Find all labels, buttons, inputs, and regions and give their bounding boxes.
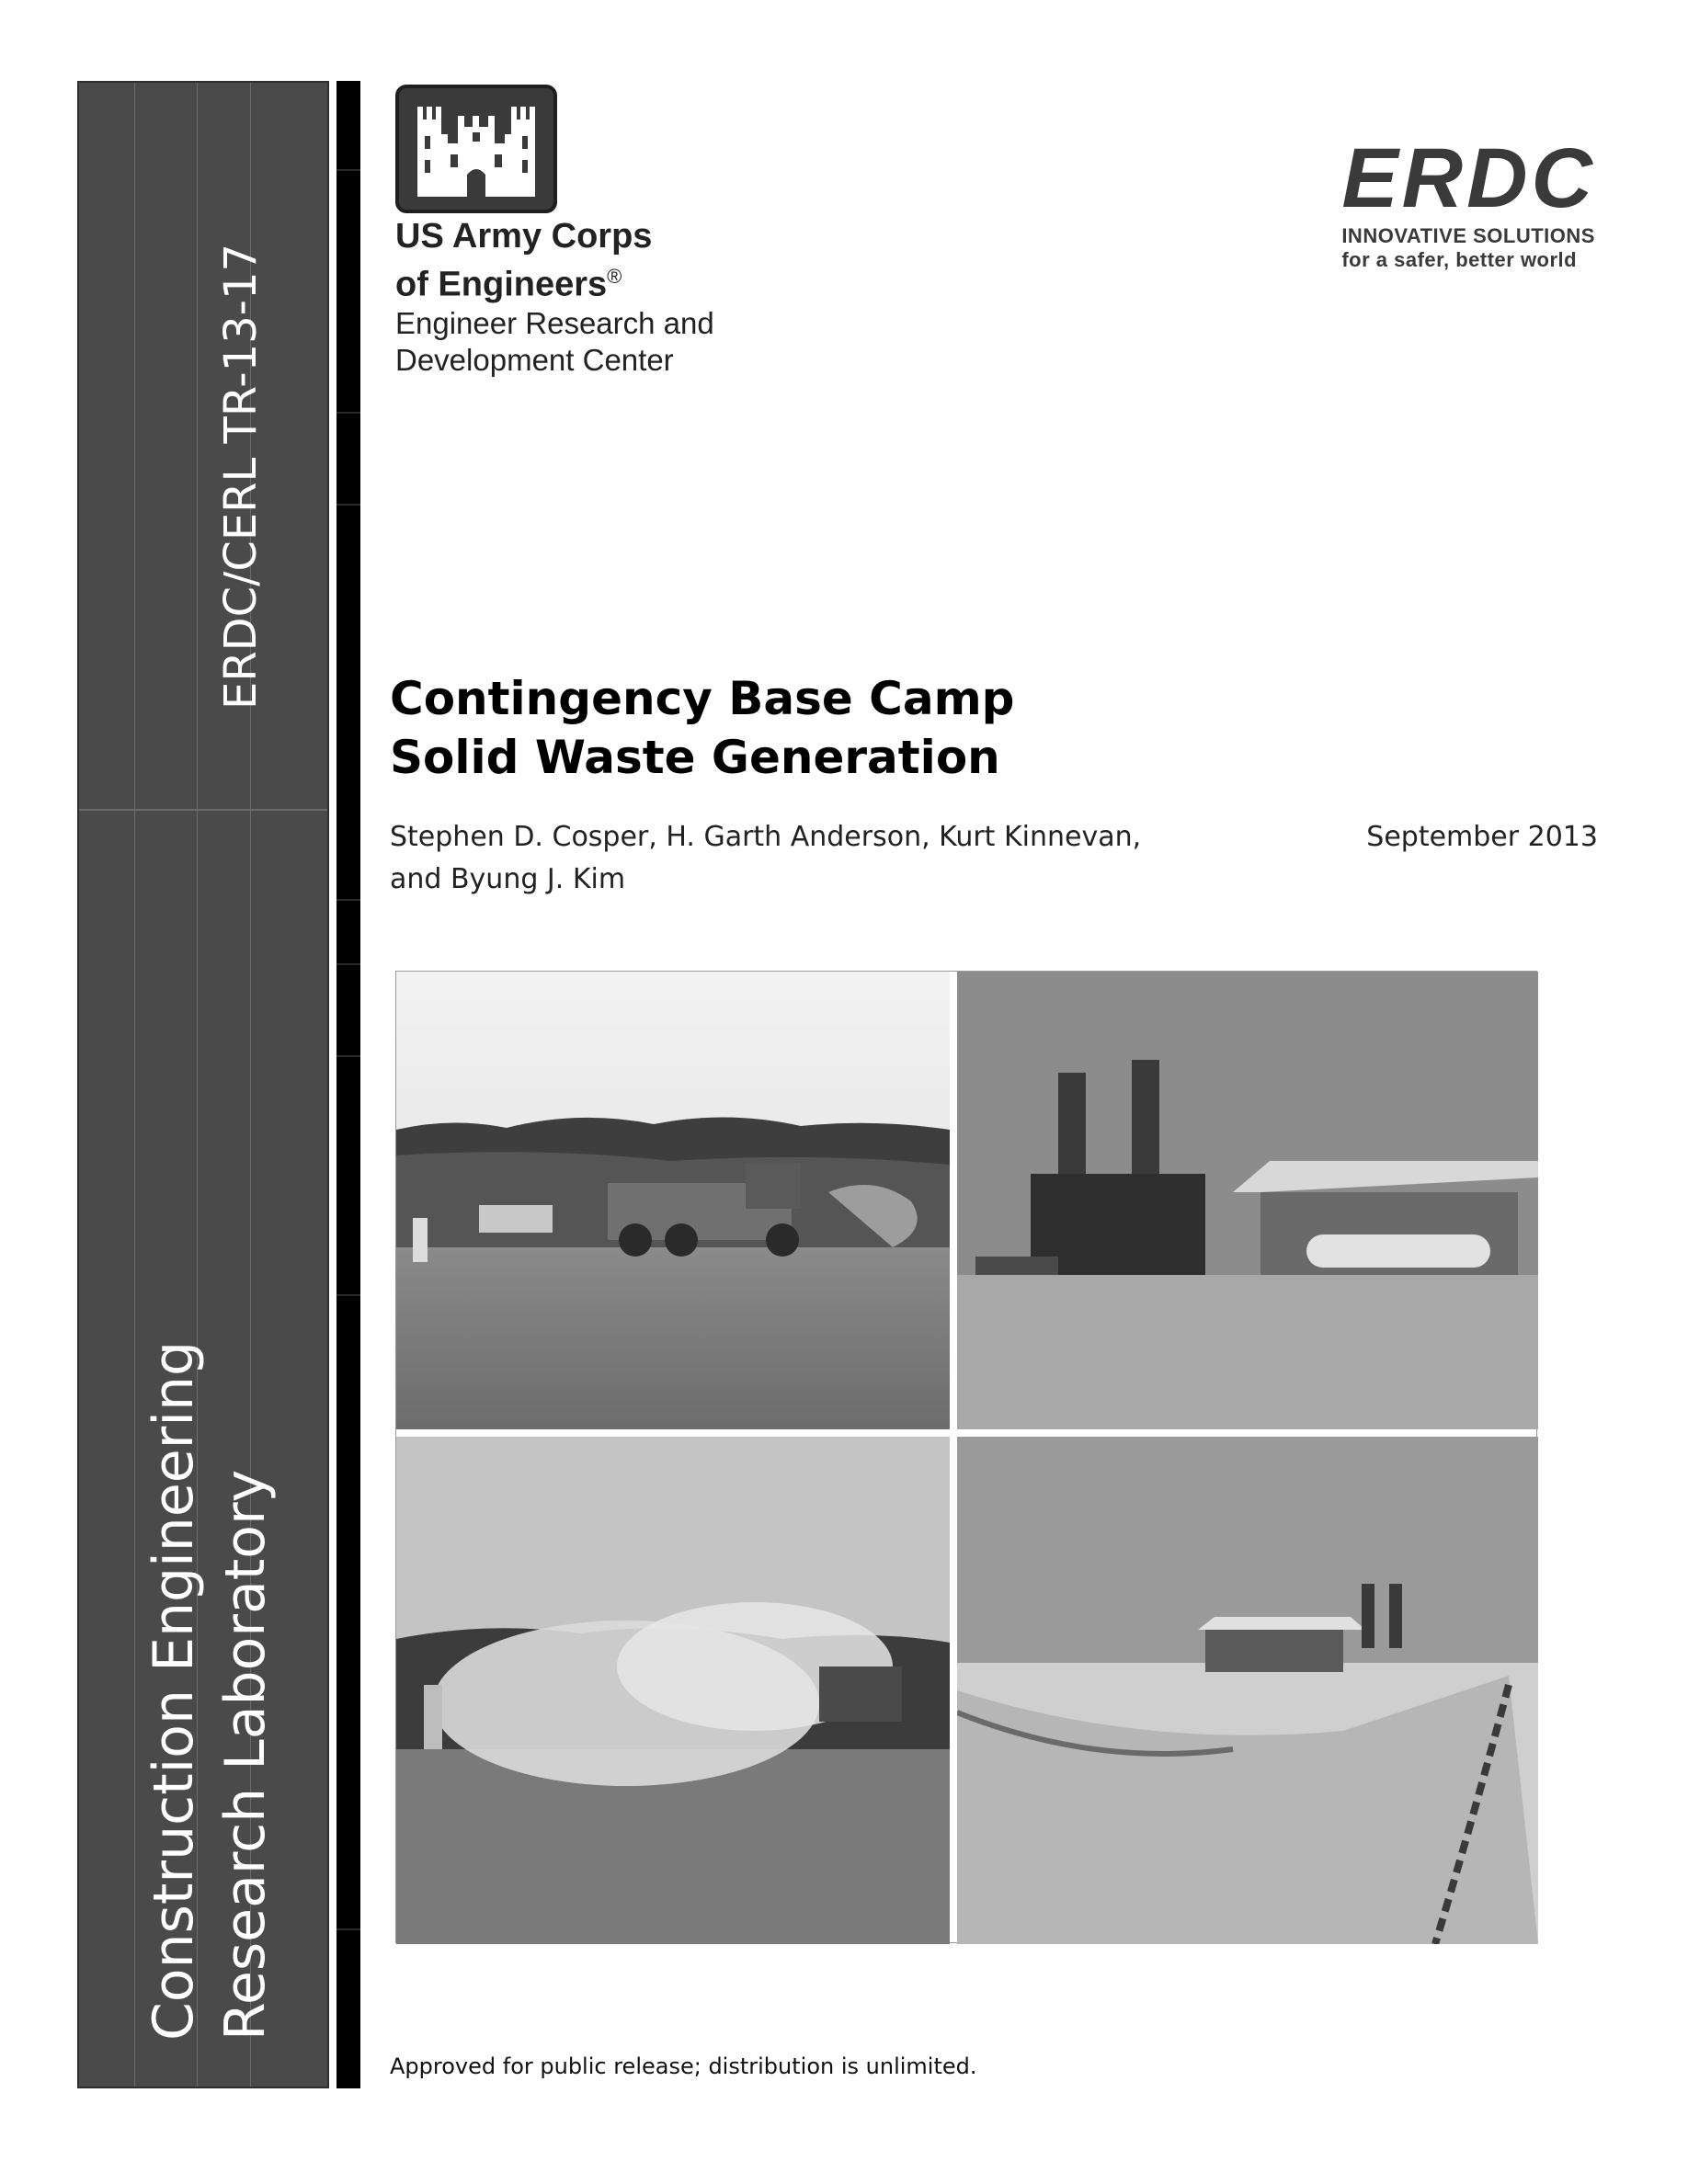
usace-subtitle-line1: Engineer Research and — [395, 305, 714, 340]
photo-landfill-truck — [396, 972, 950, 1429]
authors-line2: and Byung J. Kim — [390, 863, 626, 895]
report-title-line1: Contingency Base Camp — [390, 672, 1015, 725]
report-number: ERDC/CERL TR-13-17 — [215, 243, 267, 710]
report-spine — [77, 81, 329, 2088]
cover-photo-grid — [395, 971, 1537, 1943]
report-title-line2: Solid Waste Generation — [390, 731, 1000, 784]
spine-divider — [134, 83, 135, 2087]
castle-icon — [414, 101, 539, 197]
report-authors — [390, 816, 1141, 901]
usace-name-line2: of Engineers® — [395, 265, 622, 304]
erdc-tagline-2: for a safer, better world — [1341, 248, 1578, 271]
usace-logo — [395, 85, 557, 213]
erdc-wordmark: ERDC — [1341, 131, 1596, 225]
erdc-tagline-1: INNOVATIVE SOLUTIONS — [1341, 224, 1595, 247]
photo-burn-pit — [396, 1437, 950, 1944]
distribution-statement: Approved for public release; distribution is unlimited. — [390, 2053, 977, 2079]
photo-lined-landfill-cell — [957, 1437, 1538, 1944]
authors-line1: Stephen D. Cosper, H. Garth Anderson, Kurt Kinnevan, — [390, 821, 1142, 853]
report-date: September 2013 — [1366, 821, 1598, 853]
usace-name-block — [395, 217, 714, 379]
lab-name-line1: Construction Engineering — [142, 1340, 206, 2041]
lab-name-line2: Research Laboratory — [213, 1469, 278, 2041]
usace-name-line1: US Army Corps — [395, 217, 653, 256]
photo-incinerator-facility — [957, 972, 1538, 1429]
usace-subtitle-line2: Development Center — [395, 342, 674, 377]
erdc-logo — [1341, 131, 1596, 272]
spine-separator — [79, 809, 327, 811]
registered-mark: ® — [607, 265, 622, 288]
report-title — [390, 669, 1014, 787]
spine-black-bar — [336, 81, 360, 2088]
